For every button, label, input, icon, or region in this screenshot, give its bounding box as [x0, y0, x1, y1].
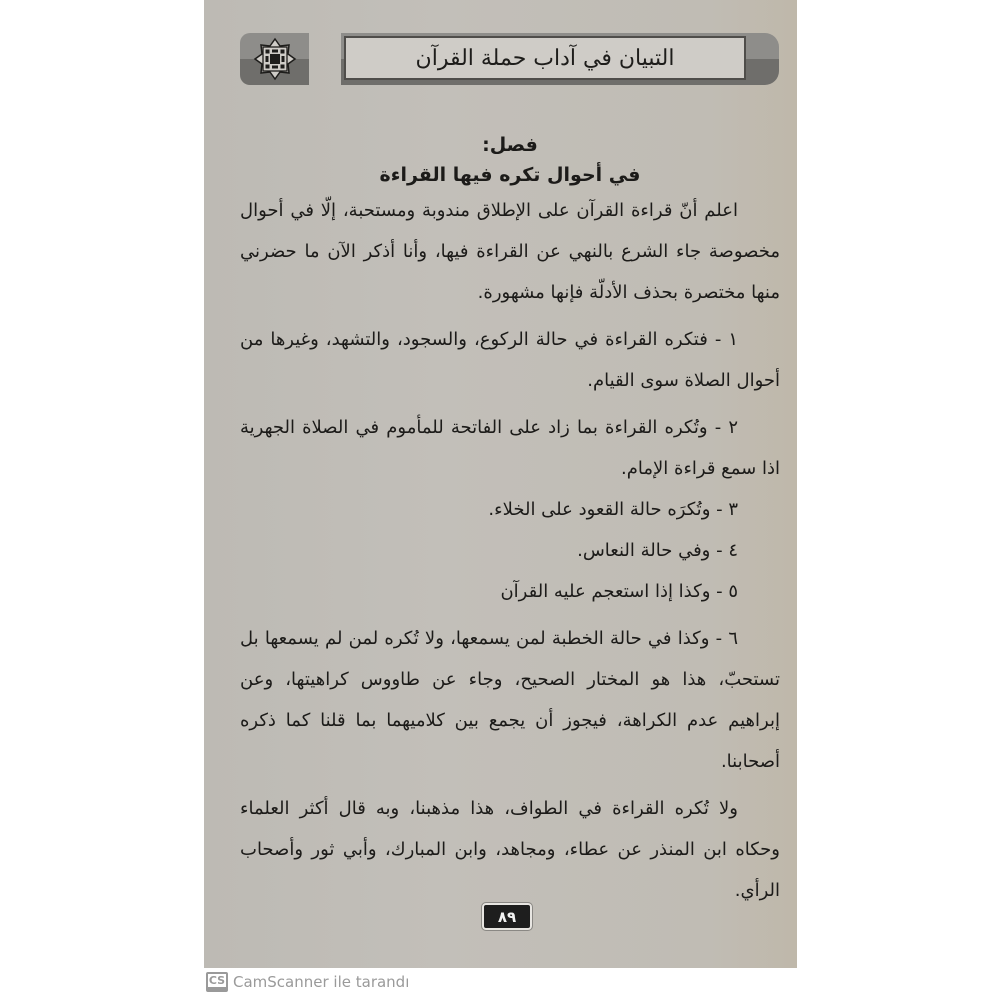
list-item-2: ٢ - وتُكره القراءة بما زاد على الفاتحة للمأموم في الصلاة الجهرية اذا سمع قراءة الإمام.: [240, 417, 780, 479]
octagram-ornament-icon: [253, 37, 297, 81]
section-label: فصل:: [482, 134, 538, 156]
page-number-badge: ٨٩: [482, 903, 532, 930]
watermark-text: CamScanner ile tarandı: [233, 973, 410, 991]
list-item-5: ٥ - وكذا إذا استعجم عليه القرآن: [500, 581, 738, 602]
page-header-band: [240, 33, 779, 85]
closing-paragraph: ولا تُكره القراءة في الطواف، هذا مذهبنا، وبه قال أكثر العلماء وحكاه ابن المنذر عن عطاء، ومجاهد، وابن المبارك، وأبي ثور وأصحاب الرأي.: [240, 798, 780, 901]
camscanner-logo-icon: CS: [206, 972, 228, 992]
list-item-1: ١ - فتكره القراءة في حالة الركوع، والسجود، والتشهد، وغيرها من أحوال الصلاة سوى القيام.: [240, 329, 780, 391]
header-gap: [309, 33, 341, 85]
intro-line: مختصرة بحذف الأدلّة فإنها مشهورة.: [477, 282, 746, 303]
camscanner-watermark: [206, 970, 409, 994]
header-ornament-box: [240, 33, 309, 85]
list-item-3: ٣ - وتُكرَه حالة القعود على الخلاء.: [488, 499, 738, 520]
list-item-4: ٤ - وفي حالة النعاس.: [577, 540, 738, 561]
intro-line: مخصوصة جاء الشرع بالنهي عن القراءة فيها، وأنا أذكر الآن ما حضرني منها: [240, 241, 780, 303]
book-title: التبيان في آداب حملة القرآن: [344, 36, 746, 80]
scanned-page: [204, 0, 797, 968]
intro-paragraph: [240, 190, 780, 313]
intro-line: اعلم أنّ قراءة القرآن على الإطلاق مندوبة ومستحبة، إلّا في أحوال: [240, 200, 738, 221]
page-content: [240, 130, 780, 911]
list-item-6: ٦ - وكذا في حالة الخطبة لمن يسمعها، ولا تُكره لمن لم يسمعها بل تستحبّ، هذا هو المختار الصحيح، وجاء عن طاووس كراهيتها، وعن إبراهيم عدم الكراهة، فيجوز أن يجمع بين كلاميهما بما قلنا كما ذكره أصحابنا.: [240, 628, 780, 772]
header-title-frame: [341, 33, 779, 85]
section-title: في أحوال تكره فيها القراءة: [379, 164, 641, 186]
